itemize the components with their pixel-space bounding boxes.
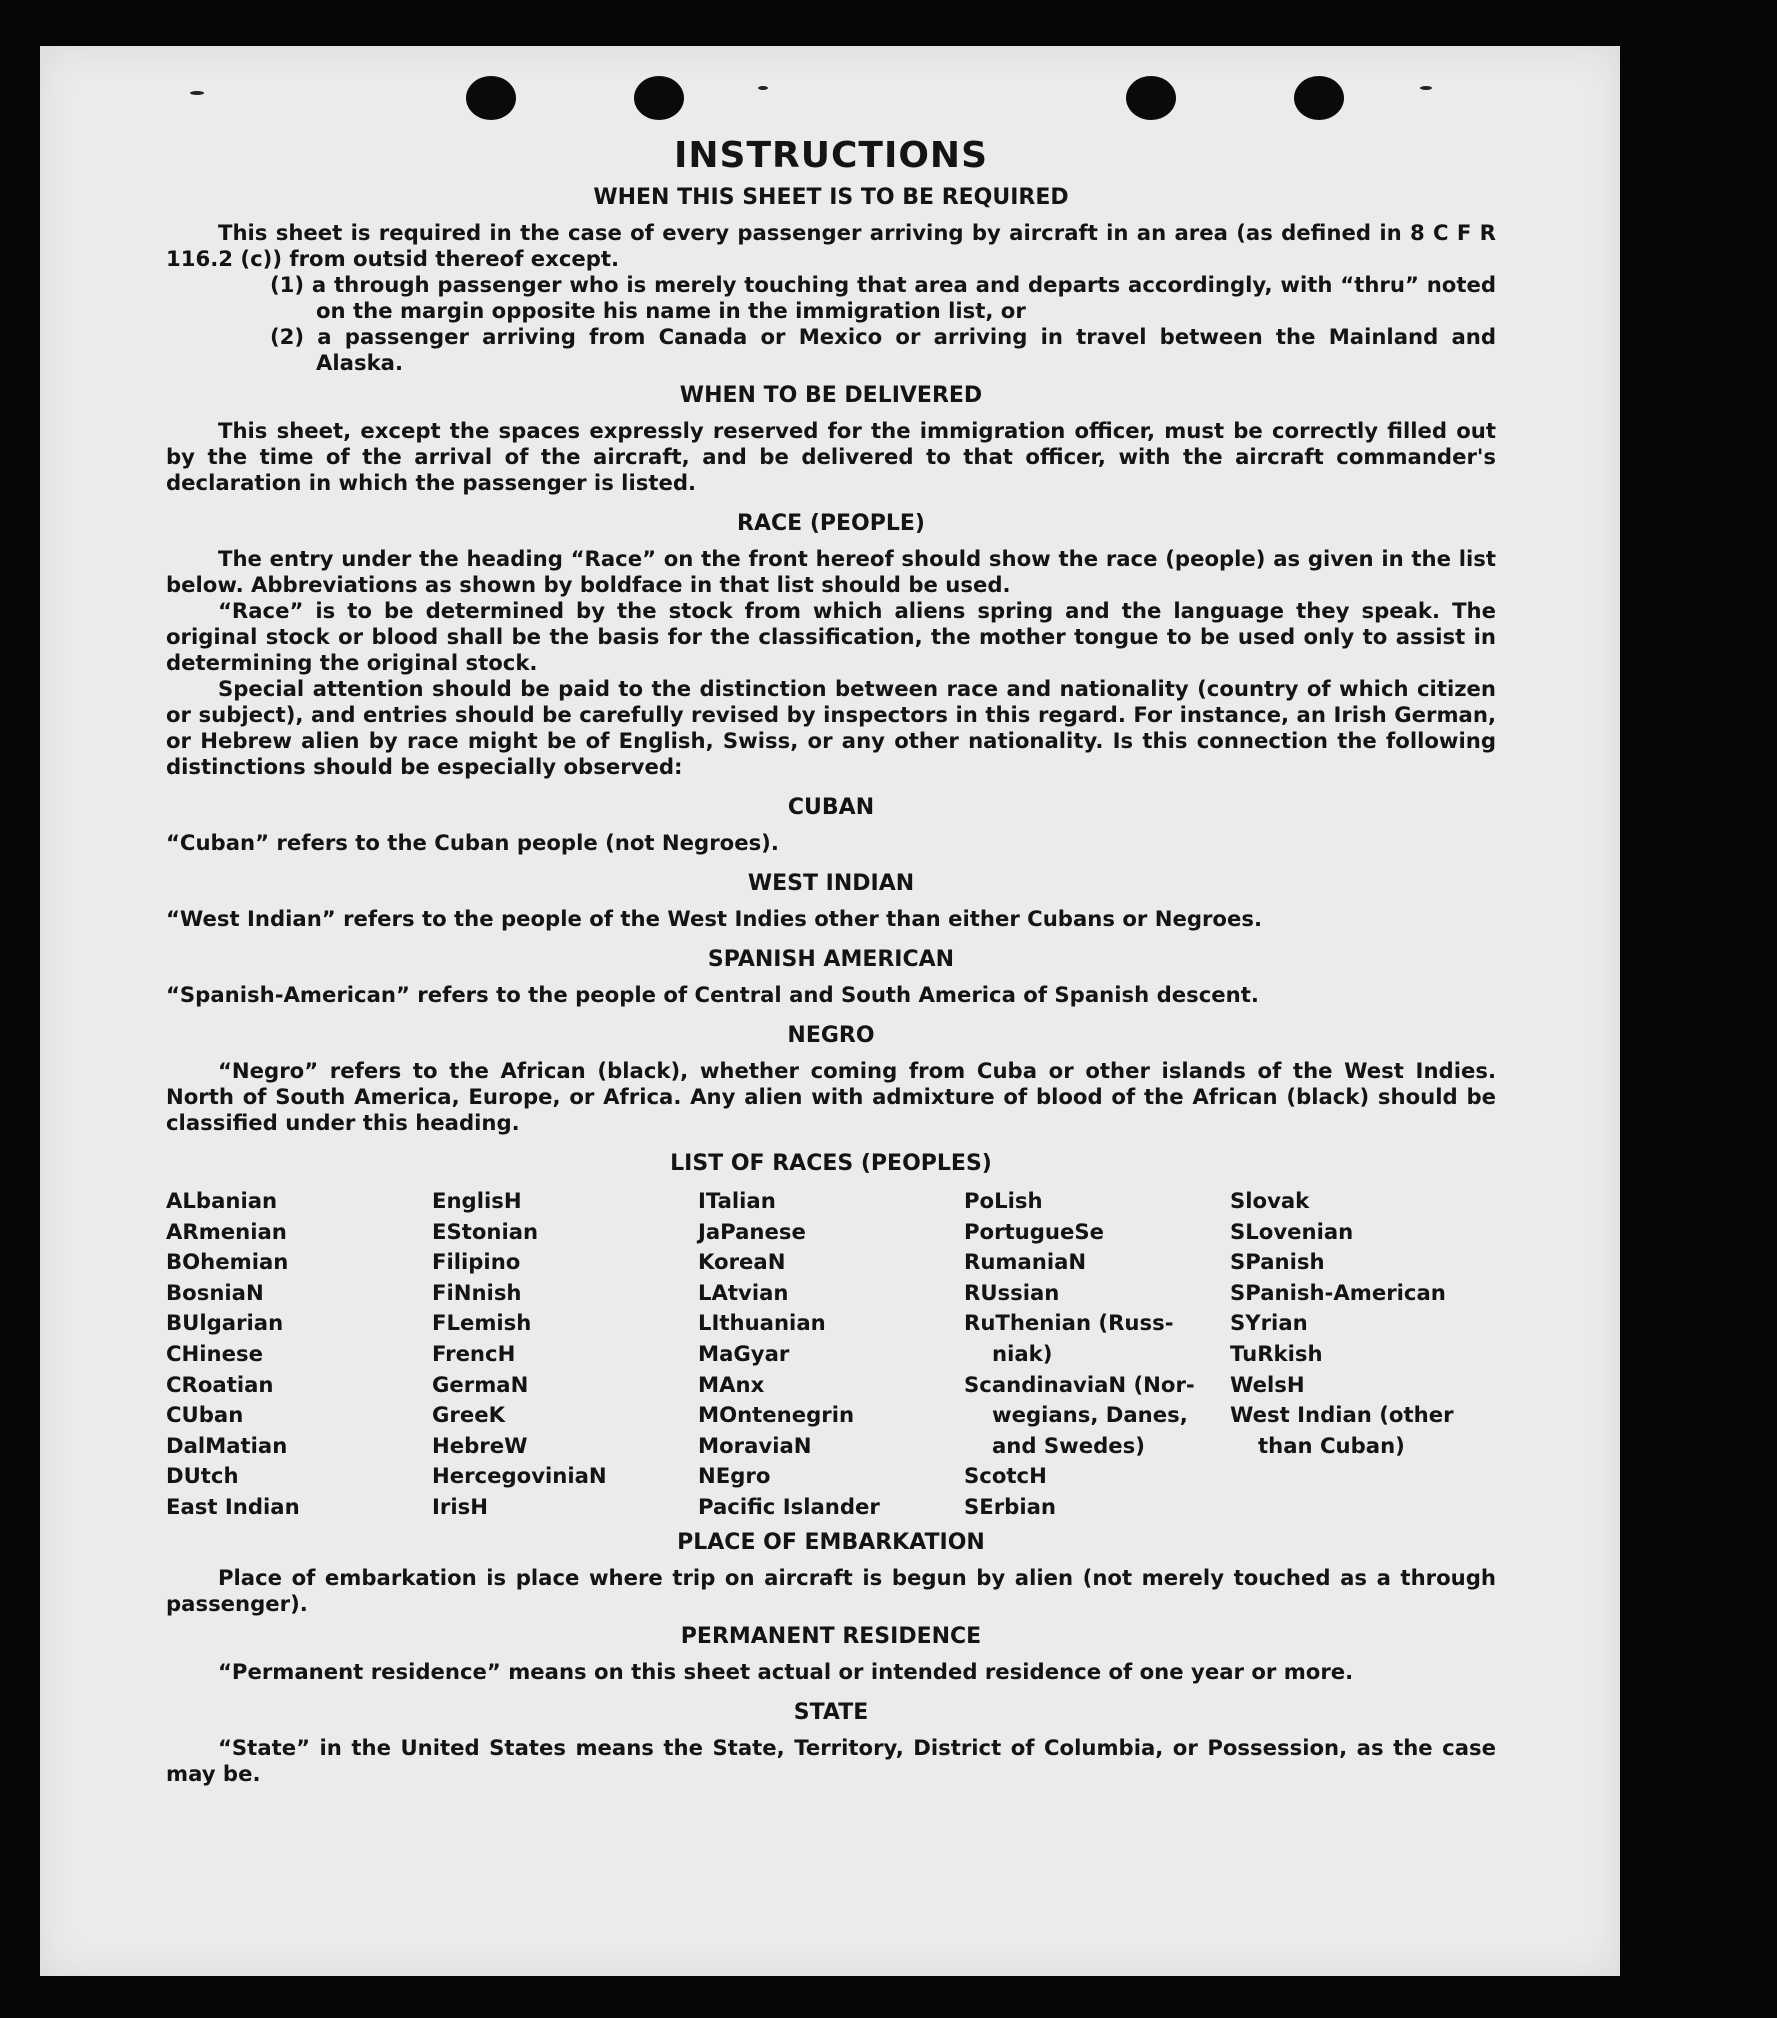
race-entry: FiNnish: [432, 1279, 522, 1305]
race-entry: HercegoviniaN: [432, 1463, 607, 1489]
section-heading-embarkation: PLACE OF EMBARKATION: [677, 1529, 985, 1555]
race-entry: DUtch: [166, 1463, 239, 1489]
race-entry: RumaniaN: [964, 1249, 1087, 1275]
race-entry: SPanish: [1230, 1249, 1325, 1275]
section-heading-negro: NEGRO: [787, 1023, 875, 1048]
exception-item: (2) a passenger arriving from Canada or Mexico or arriving in travel between the Mainland and Alaska.: [270, 324, 1496, 375]
scan-speck: [758, 86, 768, 90]
section-paragraph: “Negro” refers to the African (black), whether coming from Cuba or other islands of the West Indies. North of South America, Europe, or Africa. Any alien with admixture of blood of the African (black) should be classified under this heading.: [166, 1058, 1496, 1135]
races-column: [432, 1186, 698, 1523]
race-entry: BUlgarian: [166, 1310, 284, 1336]
section-heading-west-indian: WEST INDIAN: [747, 871, 915, 896]
section-paragraph: This sheet, except the spaces expressly reserved for the immigration officer, must be correctly filled out by the time of the arrival of the aircraft, and be delivered to that officer, with the aircraft commander's declaration in which the passenger is listed.: [166, 418, 1496, 495]
race-entry: WelsH: [1230, 1371, 1305, 1397]
race-entry: RUssian: [964, 1279, 1060, 1305]
scan-speck: [190, 91, 204, 95]
section-heading-cuban: CUBAN: [787, 795, 875, 820]
section-paragraph: “State” in the United States means the State, Territory, District of Columbia, or Possession, as the case may be.: [166, 1734, 1496, 1786]
race-entry: SErbian: [964, 1493, 1056, 1519]
races-column: [1230, 1186, 1496, 1523]
section-paragraph: “West Indian” refers to the people of the West Indies other than either Cubans or Negroes.: [166, 906, 1263, 931]
race-entry: RuThenian (Russ-: [964, 1310, 1174, 1336]
section-heading-required: WHEN THIS SHEET IS TO BE REQUIRED: [593, 185, 1069, 210]
race-entry: Filipino: [432, 1249, 521, 1275]
race-entry: KoreaN: [698, 1249, 786, 1275]
punch-hole: [1294, 76, 1344, 120]
punch-hole: [466, 76, 516, 120]
race-entry: BosniaN: [166, 1279, 264, 1305]
race-entry: CHinese: [166, 1340, 263, 1366]
race-entry: GreeK: [432, 1402, 505, 1428]
race-entry: GermaN: [432, 1371, 529, 1397]
section-heading-state: STATE: [793, 1699, 869, 1725]
section-heading-spanish-american: SPANISH AMERICAN: [707, 947, 955, 972]
race-entry: than Cuban): [1258, 1432, 1405, 1458]
scan-speck: [1420, 86, 1432, 90]
section-paragraph: “Permanent residence” means on this sheet actual or intended residence of one year or more.: [218, 1658, 1354, 1684]
races-column: [698, 1186, 964, 1523]
page-title: INSTRUCTIONS: [674, 135, 988, 176]
instructions-text: [166, 134, 1496, 1787]
race-entry: SYrian: [1230, 1310, 1308, 1336]
race-entry: East Indian: [166, 1493, 300, 1519]
race-entry: Pacific Islander: [698, 1493, 880, 1519]
section-paragraph: Special attention should be paid to the distinction between race and nationality (country of which citizen or subject), and entries should be carefully revised by inspectors in this regard. For instance, an Irish German, or Hebrew alien by race might be of English, Swiss, or any other nationality. Is this connection the following distinctions should be especially observed:: [166, 676, 1496, 779]
section-paragraph: “Race” is to be determined by the stock from which aliens spring and the language they speak. The original stock or blood shall be the basis for the classification, the mother tongue to be used only to assist in determining the original stock.: [166, 598, 1496, 675]
race-entry: DalMatian: [166, 1432, 288, 1458]
race-entry: ITalian: [698, 1188, 776, 1213]
race-entry: West Indian (other: [1230, 1402, 1454, 1428]
race-entry: TuRkish: [1230, 1340, 1323, 1366]
race-entry: ScandinaviaN (Nor-: [964, 1371, 1195, 1397]
race-entry: HebreW: [432, 1432, 528, 1458]
race-entry: CUban: [166, 1402, 244, 1428]
race-entry: CRoatian: [166, 1371, 274, 1397]
section-heading-residence: PERMANENT RESIDENCE: [680, 1623, 982, 1649]
race-entry: BOhemian: [166, 1249, 289, 1275]
section-paragraph: This sheet is required in the case of every passenger arriving by aircraft in an area (as defined in 8 C F R 116.2 (c)) from outsid thereof except.: [166, 220, 1496, 271]
section-paragraph: Place of embarkation is place where trip on aircraft is begun by alien (not merely touched as a through passenger).: [166, 1564, 1496, 1616]
races-column: [964, 1186, 1230, 1523]
race-entry: PortugueSe: [964, 1218, 1104, 1244]
race-entry: and Swedes): [992, 1432, 1145, 1458]
race-entry: niak): [992, 1340, 1053, 1366]
race-entry: SPanish-American: [1230, 1279, 1446, 1305]
section-paragraph: The entry under the heading “Race” on the front hereof should show the race (people) as given in the list below. Abbreviations as shown by boldface in that list should be used.: [166, 546, 1496, 597]
race-entry: ScotcH: [964, 1463, 1047, 1489]
race-entry: FLemish: [432, 1310, 532, 1336]
punch-hole: [1126, 76, 1176, 120]
race-entry: EnglisH: [432, 1188, 522, 1213]
section-paragraph: “Cuban” refers to the Cuban people (not Negroes).: [166, 830, 779, 855]
race-entry: MOntenegrin: [698, 1402, 855, 1428]
race-entry: ALbanian: [166, 1188, 278, 1213]
race-entry: JaPanese: [698, 1218, 806, 1244]
exception-item: (1) a through passenger who is merely touching that area and departs accordingly, with “thru” noted on the margin opposite his name in the immigration list, or: [270, 272, 1496, 323]
section-heading-races: LIST OF RACES (PEOPLES): [670, 1151, 992, 1176]
race-entry: Slovak: [1230, 1188, 1310, 1213]
race-entry: NEgro: [698, 1463, 771, 1489]
race-entry: MaGyar: [698, 1340, 790, 1366]
race-entry: MoraviaN: [698, 1432, 812, 1458]
document-page: [40, 46, 1620, 1976]
races-list: [166, 1186, 1496, 1523]
race-entry: ARmenian: [166, 1218, 287, 1244]
race-entry: EStonian: [432, 1218, 539, 1244]
race-entry: FrencH: [432, 1340, 516, 1366]
section-heading-race: RACE (PEOPLE): [737, 511, 925, 536]
race-entry: MAnx: [698, 1371, 765, 1397]
race-entry: PoLish: [964, 1188, 1043, 1213]
race-entry: LAtvian: [698, 1279, 789, 1305]
race-entry: LIthuanian: [698, 1310, 826, 1336]
race-entry: wegians, Danes,: [992, 1402, 1188, 1428]
section-heading-delivered: WHEN TO BE DELIVERED: [679, 383, 983, 408]
race-entry: IrisH: [432, 1493, 488, 1519]
races-column: [166, 1186, 432, 1523]
punch-hole: [634, 76, 684, 120]
section-paragraph: “Spanish-American” refers to the people of Central and South America of Spanish descent.: [166, 982, 1259, 1007]
race-entry: SLovenian: [1230, 1218, 1354, 1244]
